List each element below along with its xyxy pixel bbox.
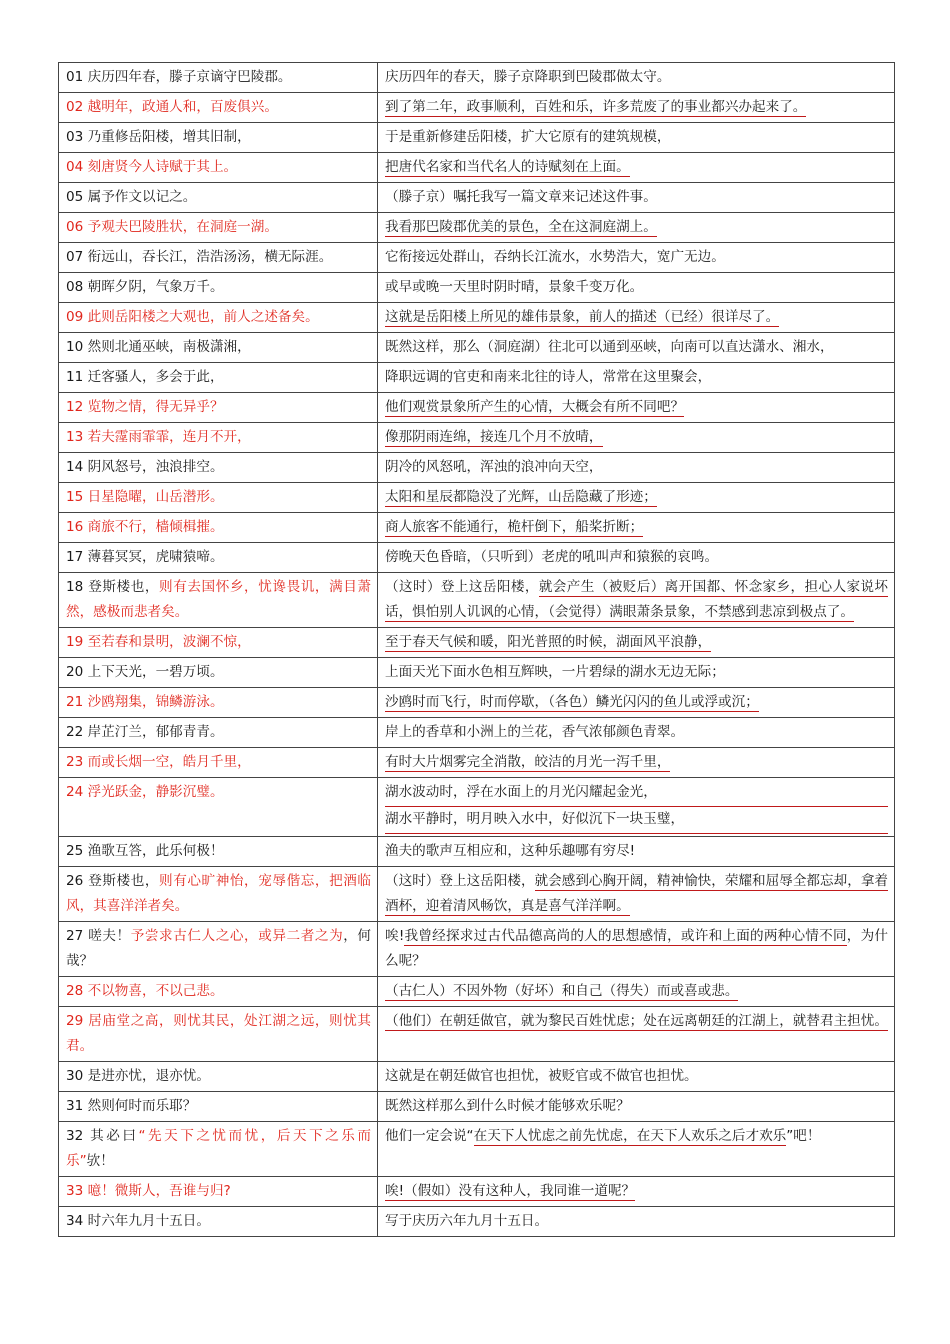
original-text-segment: 29 居庙堂之高，则忧其民，处江湖之远，则忧其君。: [66, 1013, 371, 1054]
translation-segment: （滕子京）嘱托我写一篇文章来记述这件事。: [385, 189, 657, 205]
translation-segment: 傍晚天色昏暗，（只听到）老虎的吼叫声和猿猴的哀鸣。: [385, 549, 719, 565]
original-text-segment: 19 至若春和景明，波澜不惊，: [66, 634, 251, 650]
original-text-cell: [59, 1177, 378, 1207]
translation-cell: [378, 1122, 895, 1177]
translation-segment: 湖水平静时，明月映入水中，好似沉下一块玉璧，: [385, 807, 888, 834]
original-text-cell: [59, 688, 378, 718]
translation-rows: [59, 63, 895, 1237]
table-row: [59, 1007, 895, 1062]
translation-segment: 写于庆历六年九月十五日。: [385, 1213, 549, 1229]
original-text-segment: 08 朝晖夕阴，气象万千。: [66, 279, 224, 295]
original-text-cell: [59, 628, 378, 658]
original-text-segment: 欤！: [86, 1153, 114, 1169]
original-text-cell: [59, 1207, 378, 1237]
table-row: [59, 718, 895, 748]
original-text-segment: 则有去国怀乡，忧谗畏讥，满目萧然，感极而悲者矣。: [66, 579, 372, 620]
original-text-segment: 28 不以物喜，不以己悲。: [66, 983, 224, 999]
translation-segment: 我曾经探求过古代品德高尚的人的思想感情，或许和上面的两种心情不同: [404, 928, 847, 944]
translation-cell: [378, 333, 895, 363]
translation-segment: （他们）在朝廷做官，就为黎民百姓忧虑；处在远离朝廷的江湖上，就替君主担忧。: [385, 1013, 888, 1029]
original-text-cell: [59, 837, 378, 867]
translation-segment: 至于春天气候和暖，阳光普照的时候，湖面风平浪静，: [385, 634, 712, 650]
table-row: [59, 688, 895, 718]
table-row: [59, 658, 895, 688]
translation-segment: 岸上的香草和小洲上的兰花，香气浓郁颜色青翠。: [385, 724, 685, 740]
original-text-segment: ，何哉？: [66, 928, 371, 969]
original-text-segment: 06 予观夫巴陵胜状，在洞庭一湖。: [66, 219, 278, 235]
original-text-cell: [59, 303, 378, 333]
translation-cell: [378, 1007, 895, 1062]
original-text-segment: 18 登斯楼也，: [66, 579, 160, 595]
original-text-segment: 17 薄暮冥冥，虎啸猿啼。: [66, 549, 224, 565]
table-row: [59, 573, 895, 628]
translation-cell: [378, 1092, 895, 1122]
translation-cell: [378, 573, 895, 628]
translation-cell: [378, 303, 895, 333]
translation-segment: 唉!: [385, 928, 405, 944]
table-row: [59, 628, 895, 658]
table-row: [59, 183, 895, 213]
table-row: [59, 93, 895, 123]
translation-cell: [378, 1062, 895, 1092]
original-text-cell: [59, 363, 378, 393]
translation-segment: 就会产生（被贬后）离开国都、怀念家乡，担心人家说坏话，惧怕别人讥讽的心情，（会觉得）满眼萧条景象，不禁感到悲凉到极点了。: [385, 579, 889, 620]
original-text-cell: [59, 1007, 378, 1062]
translation-cell: [378, 628, 895, 658]
original-text-segment: 21 沙鸥翔集，锦鳞游泳。: [66, 694, 224, 710]
original-text-segment: 30 是进亦忧，退亦忧。: [66, 1068, 210, 1084]
translation-segment: 上面天光下面水色相互辉映，一片碧绿的湖水无边无际；: [385, 664, 725, 680]
original-text-cell: [59, 748, 378, 778]
translation-segment: （古仁人）不因外物（好坏）和自己（得失）而或喜或悲。: [385, 983, 739, 999]
original-text-cell: [59, 1122, 378, 1177]
original-text-cell: [59, 213, 378, 243]
translation-segment: 他们一定会说“: [385, 1128, 474, 1144]
table-row: [59, 1177, 895, 1207]
translation-segment: （这时）登上这岳阳楼，: [385, 873, 535, 889]
table-row: [59, 453, 895, 483]
original-text-cell: [59, 393, 378, 423]
original-text-cell: [59, 183, 378, 213]
translation-segment: 像那阴雨连绵，接连几个月不放晴，: [385, 429, 603, 445]
translation-cell: [378, 63, 895, 93]
translation-cell: [378, 93, 895, 123]
original-text-segment: 34 时六年九月十五日。: [66, 1213, 210, 1229]
original-text-cell: [59, 1062, 378, 1092]
original-text-segment: 27 嗟夫！: [66, 928, 131, 944]
table-row: [59, 1062, 895, 1092]
translation-cell: [378, 513, 895, 543]
table-row: [59, 922, 895, 977]
translation-cell: [378, 867, 895, 922]
table-row: [59, 333, 895, 363]
translation-cell: [378, 922, 895, 977]
translation-cell: [378, 837, 895, 867]
original-text-segment: 04 刻唐贤今人诗赋于其上。: [66, 159, 238, 175]
table-row: [59, 748, 895, 778]
original-text-cell: [59, 93, 378, 123]
original-text-cell: [59, 333, 378, 363]
translation-segment: 既然这样，那么（洞庭湖）往北可以通到巫峡，向南可以直达潇水、湘水，: [385, 339, 834, 355]
original-text-segment: 26 登斯楼也，: [66, 873, 160, 889]
table-row: [59, 393, 895, 423]
original-text-segment: 07 衔远山，吞长江，浩浩汤汤，横无际涯。: [66, 249, 333, 265]
original-text-cell: [59, 243, 378, 273]
table-row: [59, 837, 895, 867]
original-text-cell: [59, 453, 378, 483]
original-text-segment: 15 日星隐曜，山岳潜形。: [66, 489, 224, 505]
original-text-segment: 31 然则何时而乐耶？: [66, 1098, 197, 1114]
translation-cell: [378, 483, 895, 513]
original-text-cell: [59, 1092, 378, 1122]
original-text-cell: [59, 123, 378, 153]
table-row: [59, 1122, 895, 1177]
translation-segment: 太阳和星辰都隐没了光辉，山岳隐藏了形迹；: [385, 489, 657, 505]
original-text-segment: 05 属予作文以记之。: [66, 189, 197, 205]
translation-cell: [378, 778, 895, 837]
translation-segment: 到了第二年，政事顺利，百姓和乐，许多荒废了的事业都兴办起来了。: [385, 99, 807, 115]
translation-segment: 这就是在朝廷做官也担忧，被贬官或不做官也担忧。: [385, 1068, 698, 1084]
translation-segment: 阴冷的风怒吼，浑浊的浪冲向天空，: [385, 459, 603, 475]
original-text-cell: [59, 273, 378, 303]
table-row: [59, 153, 895, 183]
translation-segment: 我看那巴陵郡优美的景色，全在这洞庭湖上。: [385, 219, 657, 235]
original-text-segment: 32 其必曰: [66, 1128, 139, 1144]
table-row: [59, 243, 895, 273]
translation-segment: （这时）登上这岳阳楼，: [385, 579, 539, 595]
translation-cell: [378, 1177, 895, 1207]
original-text-segment: 12 览物之情，得无异乎？: [66, 399, 224, 415]
original-text-segment: 20 上下天光，一碧万顷。: [66, 664, 224, 680]
translation-segment: 湖水波动时，浮在水面上的月光闪耀起金光，: [385, 780, 888, 807]
translation-cell: [378, 213, 895, 243]
translation-segment: 这就是岳阳楼上所见的雄伟景象，前人的描述（已经）很详尽了。: [385, 309, 780, 325]
translation-segment: 有时大片烟雾完全消散，皎洁的月光一泻千里，: [385, 754, 671, 770]
table-row: [59, 543, 895, 573]
translation-segment: 降职远调的官吏和南来北往的诗人，常常在这里聚会，: [385, 369, 712, 385]
original-text-segment: 23 而或长烟一空，皓月千里，: [66, 754, 251, 770]
translation-cell: [378, 393, 895, 423]
original-text-cell: [59, 153, 378, 183]
translation-cell: [378, 718, 895, 748]
original-text-segment: 03 乃重修岳阳楼，增其旧制，: [66, 129, 251, 145]
translation-cell: [378, 748, 895, 778]
translation-cell: [378, 183, 895, 213]
table-row: [59, 363, 895, 393]
table-row: [59, 778, 895, 837]
original-text-segment: 02 越明年，政通人和，百废俱兴。: [66, 99, 278, 115]
translation-segment: 他们观赏景象所产生的心情，大概会有所不同吧？: [385, 399, 685, 415]
original-text-segment: 24 浮光跃金，静影沉璧。: [66, 784, 224, 800]
table-row: [59, 213, 895, 243]
translation-segment: 就会感到心胸开阔，精神愉快，荣耀和屈辱全都忘却，拿着酒杯，迎着清风畅饮，真是喜气洋洋啊。: [385, 873, 889, 914]
table-row: [59, 483, 895, 513]
original-text-cell: [59, 423, 378, 453]
translation-segment: 唉!（假如）没有这种人，我同谁一道呢？: [385, 1183, 636, 1199]
table-row: [59, 1092, 895, 1122]
translation-segment: ，为什么呢？: [385, 928, 889, 969]
translation-segment: 庆历四年的春天，滕子京降职到巴陵郡做太守。: [385, 69, 671, 85]
original-text-segment: 33 噫！微斯人，吾谁与归?: [66, 1183, 231, 1199]
table-row: [59, 63, 895, 93]
original-text-cell: [59, 922, 378, 977]
table-row: [59, 423, 895, 453]
original-text-segment: 予尝求古仁人之心，或异二者之为: [130, 928, 344, 944]
original-text-cell: [59, 573, 378, 628]
translation-sheet: [58, 62, 894, 1237]
original-text-segment: 则有心旷神怡，宠辱偕忘，把酒临风，其喜洋洋者矣。: [66, 873, 372, 914]
translation-cell: [378, 543, 895, 573]
translation-segment: 在天下人忧虑之前先忧虑，在天下人欢乐之后才欢乐: [473, 1128, 787, 1144]
original-text-cell: [59, 63, 378, 93]
translation-segment: ”吧！: [786, 1128, 821, 1144]
translation-cell: [378, 153, 895, 183]
original-text-segment: 01 庆历四年春，滕子京谪守巴陵郡。: [66, 69, 292, 85]
original-text-cell: [59, 658, 378, 688]
original-text-segment: 25 渔歌互答，此乐何极！: [66, 843, 224, 859]
original-text-segment: 16 商旅不行，樯倾楫摧。: [66, 519, 224, 535]
table-row: [59, 303, 895, 333]
translation-table: [58, 62, 895, 1237]
original-text-segment: 22 岸芷汀兰，郁郁青青。: [66, 724, 224, 740]
original-text-cell: [59, 543, 378, 573]
original-text-cell: [59, 778, 378, 837]
original-text-segment: 09 此则岳阳楼之大观也，前人之述备矣。: [66, 309, 319, 325]
translation-segment: 或早或晚一天里时阴时晴，景象千变万化。: [385, 279, 644, 295]
table-row: [59, 867, 895, 922]
original-text-cell: [59, 513, 378, 543]
table-row: [59, 123, 895, 153]
translation-cell: [378, 977, 895, 1007]
translation-segment: 于是重新修建岳阳楼，扩大它原有的建筑规模，: [385, 129, 671, 145]
original-text-segment: 14 阴风怒号，浊浪排空。: [66, 459, 224, 475]
table-row: [59, 513, 895, 543]
translation-cell: [378, 363, 895, 393]
translation-cell: [378, 1207, 895, 1237]
original-text-cell: [59, 867, 378, 922]
original-text-segment: 10 然则北通巫峡，南极潇湘，: [66, 339, 251, 355]
table-row: [59, 1207, 895, 1237]
translation-cell: [378, 453, 895, 483]
translation-segment: 商人旅客不能通行，桅杆倒下，船桨折断；: [385, 519, 644, 535]
translation-cell: [378, 273, 895, 303]
original-text-segment: 13 若夫霪雨霏霏，连月不开，: [66, 429, 251, 445]
translation-segment: 沙鸥时而飞行，时而停歇，（各色）鳞光闪闪的鱼儿或浮或沉；: [385, 694, 759, 710]
translation-segment: 渔夫的歌声互相应和，这种乐趣哪有穷尽!: [385, 843, 636, 859]
translation-cell: [378, 688, 895, 718]
translation-cell: [378, 243, 895, 273]
translation-segment: 既然这样那么到什么时候才能够欢乐呢？: [385, 1098, 630, 1114]
translation-segment: 它衔接远处群山，吞纳长江流水，水势浩大，宽广无边。: [385, 249, 725, 265]
translation-cell: [378, 123, 895, 153]
original-text-cell: [59, 977, 378, 1007]
translation-segment: 把唐代名家和当代名人的诗赋刻在上面。: [385, 159, 630, 175]
table-row: [59, 273, 895, 303]
original-text-cell: [59, 718, 378, 748]
original-text-segment: “先天下之忧而忧，后天下之乐而乐”: [66, 1128, 371, 1169]
translation-cell: [378, 658, 895, 688]
original-text-cell: [59, 483, 378, 513]
original-text-segment: 11 迁客骚人，多会于此，: [66, 369, 224, 385]
translation-cell: [378, 423, 895, 453]
table-row: [59, 977, 895, 1007]
